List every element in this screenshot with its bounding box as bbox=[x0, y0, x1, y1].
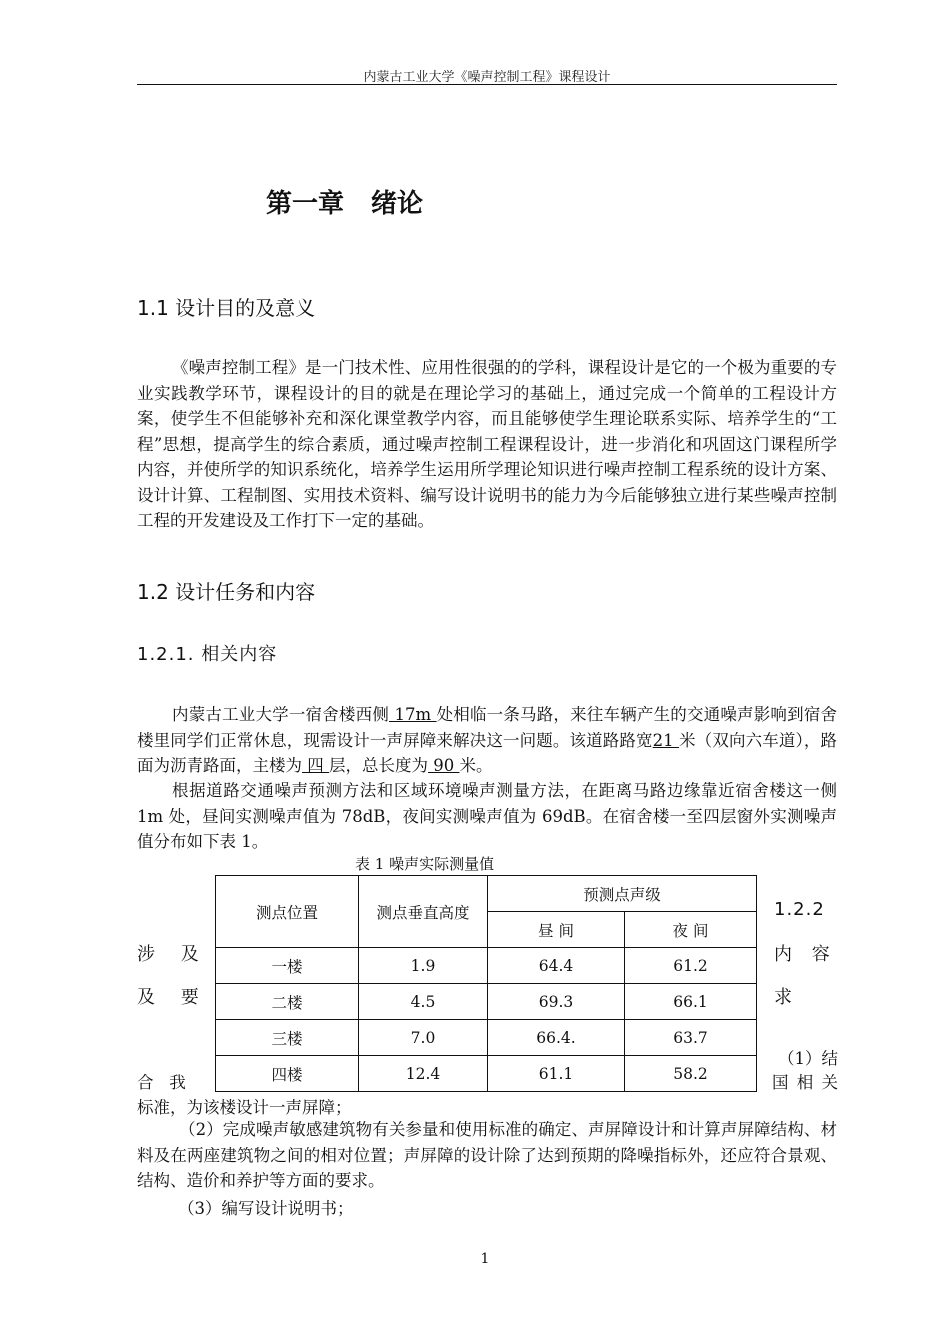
requirement-1-end: 标准，为该楼设计一声屏障； bbox=[137, 1098, 352, 1117]
page-number: 1 bbox=[480, 1251, 490, 1267]
measurement-paragraph: 根据道路交通噪声预测方法和区域环境噪声测量方法，在距离马路边缘靠近宿舍楼这一侧 1m 处，昼间实测噪声值为 78dB，夜间实测噪声值为 69dB。在宿舍楼一至四层窗外实测噪声值分布如下表 1。 bbox=[137, 781, 837, 851]
cell-night: 58.2 bbox=[625, 1056, 757, 1092]
header-rule bbox=[137, 84, 837, 85]
section-1-2-2-number: 1.2.2 bbox=[774, 899, 825, 920]
table-header-row bbox=[216, 876, 757, 912]
cell-day: 69.3 bbox=[488, 984, 625, 1020]
table-row bbox=[216, 984, 757, 1020]
wrap-right-line-2: 内 容 bbox=[774, 944, 830, 965]
cell-height: 1.9 bbox=[359, 948, 488, 984]
header-position: 测点位置 bbox=[216, 876, 359, 948]
text-run: 米（双向六车道），路面为沥青路面，主楼为 bbox=[137, 730, 838, 775]
section-1-1-paragraph: 《噪声控制工程》是一门技术性、应用性很强的的学科，课程设计是它的一个极为重要的专业实践教学环节，课程设计的目的就是在理论学习的基础上，通过完成一个简单的工程设计方案，使学生不但能够补充和深化课堂教学内容，而且能够使学生理论联系实际、培养学生的“工程”思想，提高学生的综合素质，通过噪声控制工程课程设计，进一步消化和巩固这门课程所学内容，并使所学的知识系统化，培养学生运用所学理论知识进行噪声控制工程系统的设计方案、设计计算、工程制图、实用技术资料、编写设计说明书的能力为今后能够独立进行某些噪声控制工程的开发建设及工作打下一定的基础。 bbox=[137, 358, 837, 530]
wrap-right-line-3: 求 bbox=[774, 987, 792, 1008]
section-1-2-1-title: 1.2.1. 相关内容 bbox=[137, 644, 278, 665]
noise-measurement-table bbox=[215, 875, 757, 1092]
header-height: 测点垂直高度 bbox=[359, 876, 488, 948]
text-run: 层，总长度为 bbox=[329, 756, 428, 775]
requirement-1-continued: 国 相 关 bbox=[772, 1073, 838, 1092]
text-run: 内蒙古工业大学一宿舍楼西侧 bbox=[172, 705, 390, 724]
table-row bbox=[216, 1056, 757, 1092]
road-width-value: 21 bbox=[652, 730, 680, 750]
distance-value: 17m bbox=[389, 705, 437, 724]
cell-day: 66.4. bbox=[488, 1020, 625, 1056]
cell-position: 二楼 bbox=[216, 984, 359, 1020]
cell-height: 12.4 bbox=[359, 1056, 488, 1092]
table-caption: 表 1 噪声实际测量值 bbox=[355, 855, 495, 873]
length-value: 90 bbox=[428, 756, 460, 775]
chapter-title: 第一章 绪论 bbox=[266, 189, 424, 219]
cell-height: 4.5 bbox=[359, 984, 488, 1020]
header-level: 预测点声级 bbox=[488, 876, 757, 912]
cell-night: 63.7 bbox=[625, 1020, 757, 1056]
page-header: 内蒙古工业大学《噪声控制工程》课程设计 bbox=[363, 70, 611, 85]
floors-value: 四 bbox=[302, 756, 329, 775]
cell-position: 三楼 bbox=[216, 1020, 359, 1056]
cell-day: 61.1 bbox=[488, 1056, 625, 1092]
cell-position: 四楼 bbox=[216, 1056, 359, 1092]
requirement-1-start: （1）结 bbox=[778, 1049, 838, 1068]
requirement-3: （3）编写设计说明书； bbox=[178, 1199, 354, 1218]
cell-night: 66.1 bbox=[625, 984, 757, 1020]
cell-position: 一楼 bbox=[216, 948, 359, 984]
header-night: 夜 间 bbox=[625, 912, 757, 948]
table-row bbox=[216, 948, 757, 984]
requirement-2: （2）完成噪声敏感建筑物有关参量和使用标准的确定、声屏障设计和计算声屏障结构、材料及在两座建筑物之间的相对位置；声屏障的设计除了达到预期的降噪指标外，还应符合景观、结构、造价和养护等方面的要求。 bbox=[137, 1120, 837, 1190]
header-day: 昼 间 bbox=[488, 912, 625, 948]
table-row bbox=[216, 1020, 757, 1056]
text-run: 处相临一条马路，来往车辆产生的交通噪声影响到宿舍楼里同学们正常休息，现需设计一声屏障来解决这一问题。该道路路宽 bbox=[137, 705, 838, 750]
cell-night: 61.2 bbox=[625, 948, 757, 984]
requirement-1-left-fragment: 合 我 bbox=[137, 1073, 186, 1092]
cell-day: 64.4 bbox=[488, 948, 625, 984]
description-paragraph bbox=[137, 702, 837, 779]
cell-height: 7.0 bbox=[359, 1020, 488, 1056]
section-1-1-title: 1.1 设计目的及意义 bbox=[137, 296, 316, 320]
wrap-left-line-1: 涉 及 bbox=[137, 944, 199, 965]
section-1-2-title: 1.2 设计任务和内容 bbox=[137, 580, 316, 604]
wrap-left-line-2: 及 要 bbox=[137, 987, 199, 1008]
text-run: 米。 bbox=[459, 756, 493, 775]
